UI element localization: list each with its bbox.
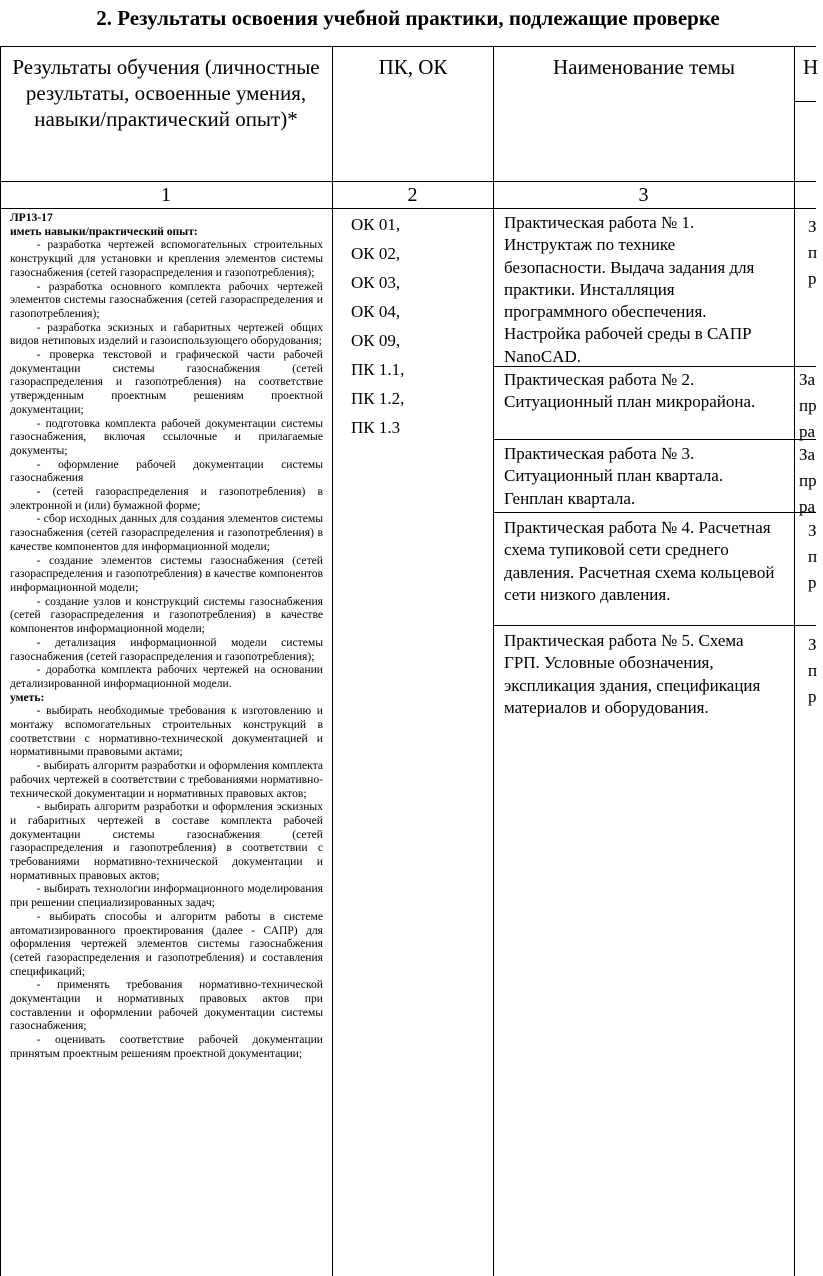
- clipped-cell: З п р: [808, 521, 818, 592]
- competency-code: ОК 02,: [351, 244, 401, 263]
- col4-border: [794, 46, 795, 1276]
- ability-item: - выбирать технологии информационного моделирования при решении специализированных задач;: [10, 882, 323, 910]
- skill-item: - создание элементов системы газоснабжения (сетей газораспределения и газопотребления) в качестве компонентов информационной модели;: [10, 553, 323, 594]
- competency-code: ПК 1.2,: [351, 389, 405, 408]
- competency-code: ПК 1.1,: [351, 360, 405, 379]
- ability-item: - выбирать способы и алгоритм работы в системе автоматизированного проектирования (далее - САПР) для оформления чертежей элементов системы газоснабжения (сетей газораспределения и газопотребления) и составления спецификаций;: [10, 909, 323, 978]
- page-title: 2. Результаты освоения учебной практики, подлежащие проверке: [96, 6, 720, 30]
- competency-code: ОК 03,: [351, 273, 401, 292]
- topic-rule-2: [493, 439, 816, 440]
- skill-item: - подготовка комплекта рабочей документации системы газоснабжения, включая ссылочные и прилагаемые документы;: [10, 416, 323, 457]
- ability-item: - применять требования нормативно-технической документации и нормативных правовых актов при составлении и оформлении рабочей документации системы газоснабжения;: [10, 978, 323, 1033]
- ability-item: - оценивать соответствие рабочей документации принятым проектным решениям проектной документации;: [10, 1033, 323, 1060]
- header-results: Результаты обучения (личностные результаты, освоенные умения, навыки/практический опыт)*: [12, 55, 320, 131]
- skill-item: - разработка чертежей вспомогательных строительных конструкций для установки и крепления элементов системы газоснабжения (сетей газораспределения и газопотребления);: [10, 238, 323, 279]
- learning-results: [10, 211, 323, 1273]
- skills-heading: иметь навыки/практический опыт:: [10, 224, 198, 238]
- skill-item: - сбор исходных данных для создания элементов системы газоснабжения (сетей газораспределения и газопотребления) в качестве компонентов для информационной модели;: [10, 512, 323, 553]
- competency-code: ОК 01,: [351, 215, 401, 234]
- skill-item: - проверка текстовой и графической части рабочей документации системы газоснабжения (сетей газораспределения и газопотребления) на соответствие утвержденным проектным решениям проектной документации;: [10, 348, 323, 416]
- ability-item: - выбирать необходимые требования к изготовлению и монтажу вспомогательных строительных конструкций в соответствии с нормативно-технической документацией и нормативными правовыми актами;: [10, 704, 323, 759]
- clipped-cell: З п р: [808, 217, 818, 288]
- skill-item: - (сетей газораспределения и газопотребления) в электронной и (или) бумажной форме;: [10, 485, 323, 512]
- number-row-rule: [0, 208, 816, 209]
- ability-item: - выбирать алгоритм разработки и оформления комплекта рабочих чертежей в соответствии с требованиями нормативно-технической документации и нормативных правовых актов;: [10, 759, 323, 800]
- topic-cell: Практическая работа № 2. Ситуационный план микрорайона.: [504, 370, 756, 412]
- column-number: 1: [161, 184, 171, 206]
- skill-item: - создание узлов и конструкций системы газоснабжения (сетей газораспределения и газопотребления) в качестве компонентов информационной модели;: [10, 594, 323, 636]
- competency-code: ОК 04,: [351, 302, 401, 321]
- skill-item: - оформление рабочей документации системы газоснабжения: [10, 457, 323, 485]
- topic-cell: Практическая работа № 1. Инструктаж по технике безопасности. Выдача задания для практики. Инсталляция программного обеспечения. Настройка рабочей среды в САПР NanoCAD.: [504, 213, 755, 366]
- skill-item: - детализация информационной модели системы газоснабжения (сетей газораспределения и газопотребления);: [10, 635, 323, 663]
- skill-item: - разработка основного комплекта рабочих чертежей элементов системы газоснабжения (сетей газораспределения и газопотребления);: [10, 279, 323, 320]
- topic-cell: Практическая работа № 4. Расчетная схема тупиковой сети среднего давления. Расчетная схема кольцевой сети низкого давления.: [504, 518, 775, 604]
- topic-cell: Практическая работа № 5. Схема ГРП. Условные обозначения, экспликация здания, спецификация материалов и оборудования.: [504, 631, 761, 717]
- skill-item: - разработка эскизных и габаритных чертежей общих видов нетиповых изделий и газоиспользующего оборудования;: [10, 320, 323, 348]
- competency-list: [333, 210, 493, 442]
- header-competencies: ПК, ОК: [378, 55, 448, 79]
- ability-item: - выбирать алгоритм разработки и оформления эскизных и габаритных чертежей в составе комплекта рабочей документации системы газоснабжения (сетей газораспределения и газопотребления) в соответствии с требованиями нормативно-технической документации и нормативных правовых актов;: [10, 800, 323, 882]
- competency-code: ПК 1.3: [351, 418, 401, 437]
- header-clipped: Н: [803, 55, 819, 79]
- skill-item: - доработка комплекта рабочих чертежей на основании детализированной информационной модели.: [10, 663, 323, 690]
- results-codes: ЛР13-17: [10, 211, 53, 224]
- clipped-cell: З п р: [808, 635, 818, 706]
- header-topic: Наименование темы: [553, 55, 735, 79]
- topic-rule-4: [493, 625, 816, 626]
- table-border-top: [0, 46, 816, 47]
- topic-rule-3: [493, 512, 816, 513]
- column-number: 2: [407, 184, 418, 206]
- competency-code: ОК 09,: [351, 331, 401, 350]
- col1-border: [0, 46, 1, 1276]
- clipped-cell: За пр ра: [799, 445, 817, 516]
- header-rule: [0, 181, 816, 182]
- topic-cell: Практическая работа № 3. Ситуационный план квартала. Генплан квартала.: [504, 444, 724, 508]
- abilities-heading: уметь:: [10, 690, 45, 704]
- clipped-cell: За пр ра: [799, 370, 817, 441]
- column-number: 3: [638, 184, 649, 206]
- header-subrule: [794, 101, 816, 102]
